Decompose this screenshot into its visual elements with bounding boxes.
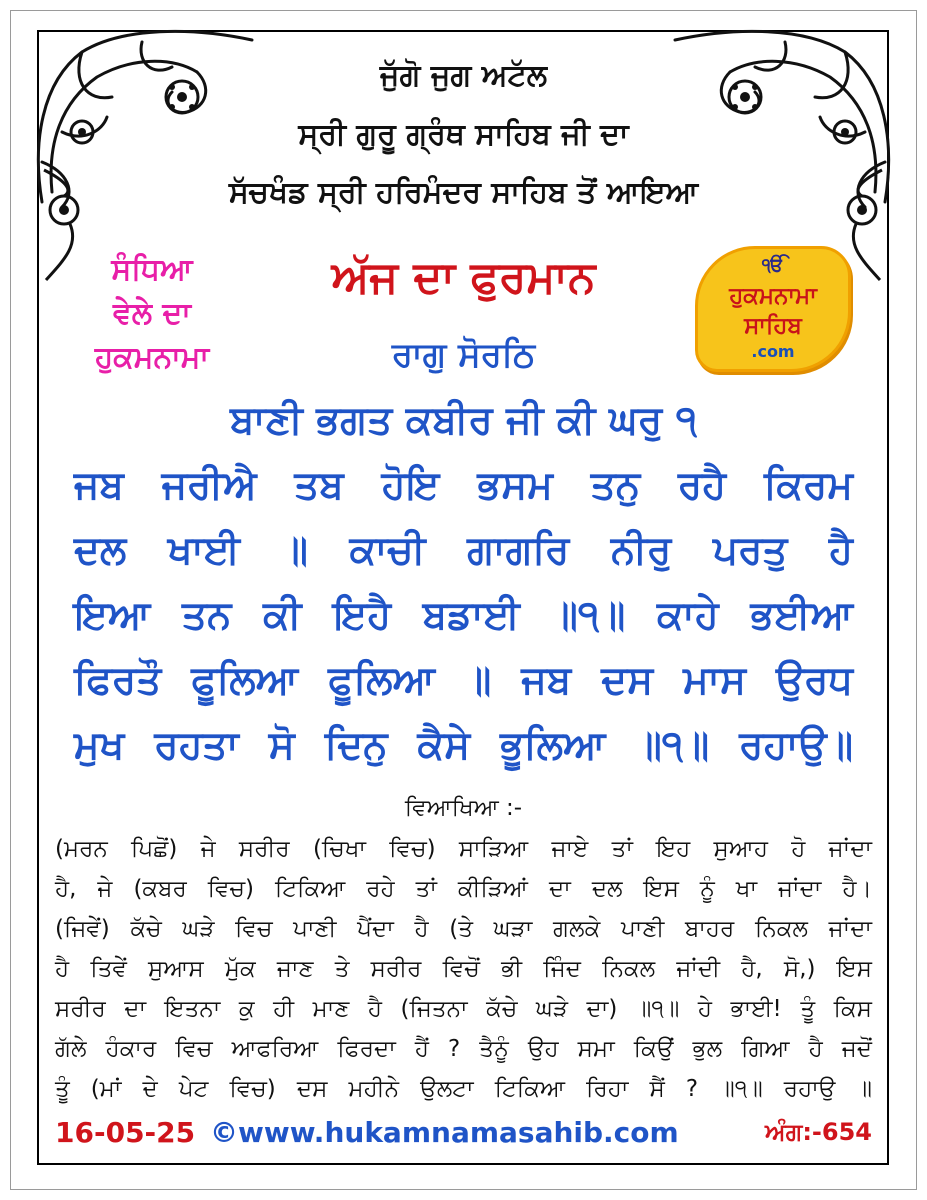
page-title: ਅੱਜ ਦਾ ਫੁਰਮਾਨ <box>331 252 596 303</box>
footer <box>38 1116 889 1156</box>
raag-heading: ਰਾਗੁ ਸੋਰਠਿ <box>391 335 536 375</box>
shabad-line: ਇਆ ਤਨ ਕੀ ਇਹੈ ਬਡਾਈ ॥੧॥ ਕਾਹੇ ਭਈਆ <box>74 593 853 638</box>
shabad-line: ਫਿਰਤੌ ਫੂਲਿਆ ਫੂਲਿਆ ॥ ਜਬ ਦਸ ਮਾਸ ਉਰਧ <box>74 658 853 703</box>
logo-text-line2: ਸਾਹਿਬ <box>744 313 802 339</box>
evening-label-line: ਵੇਲੇ ਦਾ <box>113 296 191 331</box>
vyakhya-line: (ਜਿਵੇਂ) ਕੱਚੇ ਘੜੇ ਵਿਚ ਪਾਣੀ ਪੈਂਦਾ ਹੈ (ਤੇ ਘੜਾ ਗਲਕੇ ਪਾਣੀ ਬਾਹਰ ਨਿਕਲ ਜਾਂਦਾ <box>55 916 872 942</box>
vyakhya-line: ਹੈ, ਜੇ (ਕਬਰ ਵਿਚ) ਟਿਕਿਆ ਰਹੇ ਤਾਂ ਕੀੜਿਆਂ ਦਾ ਦਲ ਇਸ ਨੂੰ ਖਾ ਜਾਂਦਾ ਹੈ। <box>55 876 872 902</box>
logo-badge <box>695 246 851 372</box>
shabad-line: ਜਬ ਜਰੀਐ ਤਬ ਹੋਇ ਭਸਮ ਤਨੁ ਰਹੈ ਕਿਰਮ <box>74 463 853 508</box>
header-line-1: ਜੁੱਗੋ ਜੁਗ ਅਟੱਲ <box>379 58 548 93</box>
shabad-line: ਮੁਖ ਰਹਤਾ ਸੋ ਦਿਨੁ ਕੈਸੇ ਭੂਲਿਆ ॥੧॥ ਰਹਾਉ॥ <box>74 723 853 768</box>
evening-label-line: ਸੰਧਿਆ <box>111 252 193 287</box>
header-line-3: ਸੱਚਖੰਡ ਸ੍ਰੀ ਹਰਿਮੰਦਰ ਸਾਹਿਬ ਤੋਂ ਆਇਆ <box>228 175 699 210</box>
footer-website-link[interactable]: ©www.hukamnamasahib.com <box>210 1116 679 1149</box>
header-line-2: ਸ੍ਰੀ ਗੁਰੂ ਗ੍ਰੰਥ ਸਾਹਿਬ ਜੀ ਦਾ <box>298 117 629 152</box>
hukamnama-sahib-logo <box>695 246 865 376</box>
shabad-line: ਦਲ ਖਾਈ ॥ ਕਾਚੀ ਗਾਗਰਿ ਨੀਰੁ ਪਰਤੁ ਹੈ <box>74 528 853 573</box>
logo-text-line3: .com <box>751 342 795 361</box>
vyakhya-line: ਤੂੰ (ਮਾਂ ਦੇ ਪੇਟ ਵਿਚ) ਦਸ ਮਹੀਨੇ ਉਲਟਾ ਟਿਕਿਆ ਰਿਹਾ ਸੈਂ ? ॥੧॥ ਰਹਾਉ ॥ <box>55 1076 872 1102</box>
vyakhya-line: (ਮਰਨ ਪਿਛੋਂ) ਜੇ ਸਰੀਰ (ਚਿਖਾ ਵਿਚ) ਸਾੜਿਆ ਜਾਏ ਤਾਂ ਇਹ ਸੁਆਹ ਹੋ ਜਾਂਦਾ <box>55 836 872 862</box>
vyakhya-line: ਸਰੀਰ ਦਾ ਇਤਨਾ ਕੁ ਹੀ ਮਾਣ ਹੈ (ਜਿਤਨਾ ਕੱਚੇ ਘੜੇ ਦਾ) ॥੧॥ ਹੇ ਭਾਈ! ਤੂੰ ਕਿਸ <box>55 996 872 1022</box>
vyakhya-heading: ਵਿਆਖਿਆ :- <box>404 795 523 821</box>
footer-ang-number: ਅੰਗ:-654 <box>764 1118 872 1146</box>
vyakhya-line: ਹੈ ਤਿਵੇਂ ਸੁਆਸ ਮੁੱਕ ਜਾਣ ਤੇ ਸਰੀਰ ਵਿਚੋਂ ਭੀ ਜਿੰਦ ਨਿਕਲ ਜਾਂਦੀ ਹੈ, ਸੋ,) ਇਸ <box>55 956 872 982</box>
shabad-line: ਬਾਣੀ ਭਗਤ ਕਬੀਰ ਜੀ ਕੀ ਘਰੁ ੧ <box>230 398 697 443</box>
footer-date: 16-05-25 <box>55 1116 196 1149</box>
vyakhya-line: ਗੱਲੇ ਹੰਕਾਰ ਵਿਚ ਆਫਰਿਆ ਫਿਰਦਾ ਹੈਂ ? ਤੈਨੂੰ ਉਹ ਸਮਾ ਕਿਉਂ ਭੁਲ ਗਿਆ ਹੈ ਜਦੋਂ <box>55 1036 872 1062</box>
logo-text-line1: ਹੁਕਮਨਾਮਾ <box>729 283 817 309</box>
evening-label-line: ਹੁਕਮਨਾਮਾ <box>94 340 210 375</box>
ik-onkar-icon: ੴ <box>762 255 784 276</box>
